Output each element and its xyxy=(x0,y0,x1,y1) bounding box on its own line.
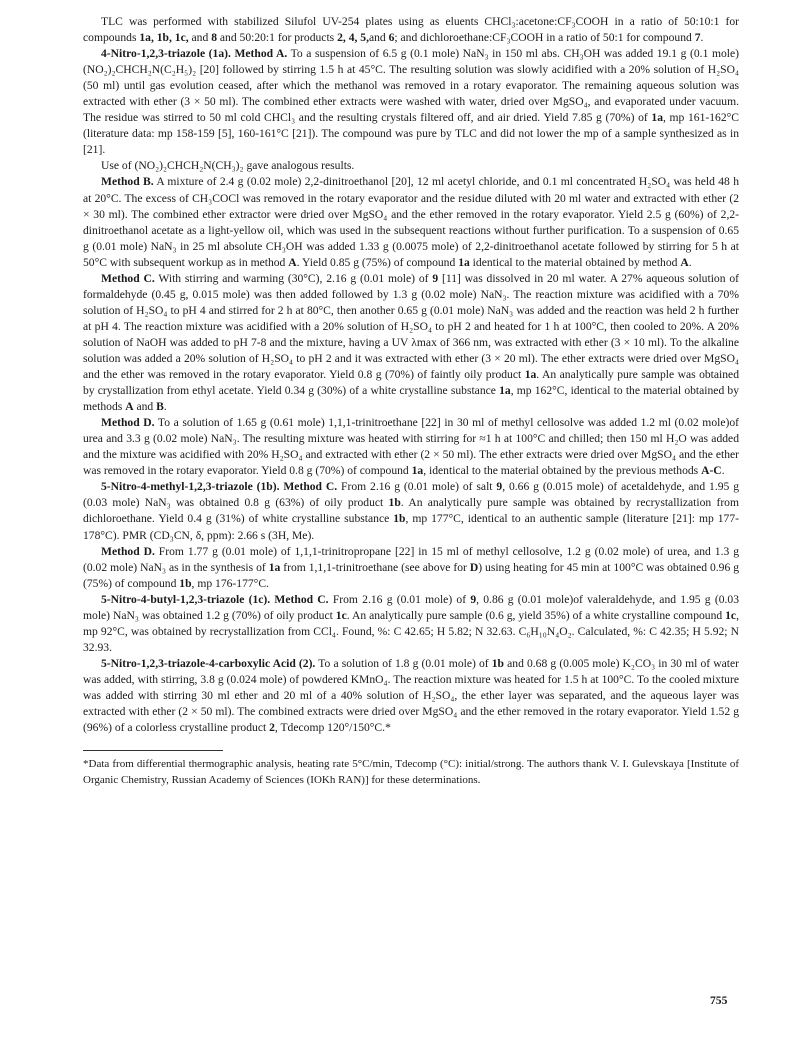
bold-run: 1c xyxy=(725,608,737,622)
text-run: . An analytically pure sample was obtained by recrystallization from dichloroethane. Yield 0.4 g (31%) of white crystalline substance xyxy=(83,496,740,526)
text-run: , mp 161-162°C (literature data: mp 158-159 [5], 160-161°C [21]). The compound was pure by TLC and did not lower the mp of a sample synthesized as in [21]. xyxy=(83,111,739,157)
document-body xyxy=(83,14,739,788)
bold-run: 5-Nitro-4-methyl-1,2,3-triazole (1b). Method C. xyxy=(101,480,338,494)
footnote-divider xyxy=(83,750,223,751)
bold-run: 2, 4, 5, xyxy=(337,31,369,45)
bold-run: 4-Nitro-1,2,3-triazole (1a). Method A. xyxy=(101,47,288,61)
bold-run: A xyxy=(125,400,134,414)
bold-run: Method C. xyxy=(101,271,155,285)
bold-run: A xyxy=(288,255,297,269)
paragraph xyxy=(83,544,739,592)
text-run: [11] was dissolved in 20 ml water. A 27% aqueous solution of formaldehyde (0.45 g, 0.015 mole) was then added followed by 1.3 g (0.02 mole) NaN₃. The reaction mixture was acidified with a 70% solution of H₂SO₄ to pH 4 and stirred for 2 h at 80°C, then another 0.65 g (0.01 mole) NaN₃ was added and the reaction was held 2 h further at pH 4. The reaction mixture was acidified with a 20% solution of H₂SO₄ to pH 2 and heated for 1 h at 100°C, then cooled to 20%. A 20% solution of NaOH was added to pH 7-8 and the mixture, having a UV λmax of 366 nm, was extracted with ether (3 × 10 ml). To the alkaline solution was added a 20% solution of H₂SO₄ to pH 2 and it was extracted with ether (3 × 20 ml). The ether extracts were dried over MgSO₄ and the ether was removed in the rotary evaporator. Yield 0.8 g (70%) of faintly oily product xyxy=(83,271,740,382)
bold-run: 1a xyxy=(458,255,470,269)
text-run: . xyxy=(700,31,704,45)
paragraph xyxy=(83,592,739,656)
bold-run: 9 xyxy=(470,592,477,606)
bold-run: 1b xyxy=(491,656,504,670)
text-run: from 1,1,1-trinitroethane (see above for xyxy=(280,560,470,574)
bold-run: 5-Nitro-4-butyl-1,2,3-triazole (1c). Method C. xyxy=(101,592,329,606)
text-run: ) using heating for 45 min at 100°C was obtained 0.96 g (75%) of compound xyxy=(83,560,740,590)
bold-run: 1b xyxy=(393,512,406,526)
paragraph xyxy=(83,656,739,736)
paragraph xyxy=(83,174,739,270)
bold-run: A xyxy=(680,255,689,269)
text-run: , mp 176-177°C. xyxy=(191,576,269,590)
paragraph xyxy=(83,271,739,415)
bold-run: D xyxy=(469,560,479,574)
text-run: , mp 92°C, was obtained by recrystallization from CCl₄. Found, %: C 42.65; H 5.82; N 32.63. C₆H₁₀N₄O₂. Calculated, %: C 42.35; H 5.92; N 32.93. xyxy=(83,608,739,654)
text-run: and 0.68 g (0.005 mole) K₂CO₃ in 30 ml of water was added, with stirring, 3.8 g (0.024 mole) of powdered KMnO₄. The reaction mixture was heated for 1.5 h at 100°C. To the cooled mixture was added with stirring 30 ml ether and 20 ml of a 40% solution of H₂SO₄, the ether layer was separated, and the aqueous layer was extracted with ether (2 × 50 ml). The combined extracts were dried over MgSO₄ and the ether removed in the rotary evaporator. Yield 1.52 g (96%) of a colorless crystalline product xyxy=(83,656,739,735)
text-run: . xyxy=(163,400,167,414)
bold-run: 1a xyxy=(268,560,281,574)
text-run: With stirring and warming (30°C), 2.16 g (0.01 mole) of xyxy=(154,271,433,285)
paragraph xyxy=(83,479,739,543)
text-run: A mixture of 2.4 g (0.02 mole) 2,2-dinitroethanol [20], 12 ml acetyl chloride, and 0.1 ml concentrated H₂SO₄ was held 48 h at 20°C. The excess of CH₃COCl was removed in the rotary evaporator and the residue diluted with 20 ml water and extracted with ether (2 × 30 ml). The combined ether extractor were dried over MgSO₄ and the ether removed in the rotary evaporator. Yield 2.5 g (60%) of 2,2-dinitroethanol acetate as a light-yellow oil, which was used in the subsequent reactions without further purification. To a suspension of 0.65 g (0.01 mole) NaN₃ in 25 ml absolute CH₃OH was added 1.33 g (0.0075 mole) of 2,2-dinitroethanol acetate followed by stirring for 5 h at 50°C with subsequent workup as in method xyxy=(83,175,739,269)
paragraph xyxy=(83,415,739,479)
bold-run: 7 xyxy=(694,31,701,45)
bold-run: 9 xyxy=(432,271,439,285)
text-run: and xyxy=(133,400,157,414)
text-run: . Yield 0.85 g (75%) of compound xyxy=(296,255,459,269)
text-run: . xyxy=(688,255,692,269)
text-run: , mp 177°C, identical to an authentic sample (literature [21]: mp 177-178°C). PMR (CD₃CN, δ, ppm): 2.66 s (3H, Me). xyxy=(83,512,739,542)
bold-run: 1a xyxy=(499,384,511,398)
text-run: , 0.86 g (0.01 mole)of valeraldehyde, and 1.95 g (0.03 mole) NaN₃ was obtained 1.2 g (70%) of oily product xyxy=(83,592,739,622)
text-run: . An analytically pure sample was obtained by crystallization from ethyl acetate. Yield 0.34 g (30%) of a white crystalline substance xyxy=(83,368,740,398)
bold-run: 1a, 1b, 1c, xyxy=(139,31,189,45)
text-run: identical to the material obtained by method xyxy=(469,255,681,269)
text-run: To a solution of 1.65 g (0.61 mole) 1,1,1-trinitroethane [22] in 30 ml of methyl cellosolve was added 1.2 ml (0.02 mole)of urea and 3.3 g (0.02 mole) NaN₃. The resulting mixture was heated with stirring for ≈1 h at 100°C and chilled; then 150 ml H₂O was added and the mixture was acidified with 20% H₂SO₄ and extracted with ether (2 × 50 ml). The ether extracts were dried over MgSO₄ and the ether was removed in the rotary evaporator. Yield 0.8 g (70%) of compound xyxy=(83,416,739,478)
text-run: To a suspension of 6.5 g (0.1 mole) NaN₃ in 150 ml abs. CH₃OH was added 19.1 g (0.1 mole) (NO₂)₂CHCH₂N(C₂H₅)₂ [20] followed by stirring 1.5 h at 45°C. The resulting solution was slowly acidified with a 20% solution of H₂SO₄ (50 ml) until gas evolution ceased, after which the methanol was removed in a rotary evaporator. The remaining aqueous solution was extracted with ether (3 × 50 ml). The combined ether extracts were washed with water, dried over MgSO₄, and evaporated under vacuum. The residue was stirred to 50 ml cold CHCl₃ and the resulting crystals filtered off, and air dried. Yield 7.85 g (70%) of xyxy=(83,47,739,125)
text-run: , Tdecomp 120°/150°C.* xyxy=(274,721,391,735)
bold-run: 6 xyxy=(388,31,395,45)
text-run: Use of (NO₂)₂CHCH₂N(CH₃)₂ gave analogous results. xyxy=(101,159,355,173)
bold-run: 1b xyxy=(388,496,401,510)
bold-run: 2 xyxy=(269,721,275,735)
bold-run: A-C xyxy=(701,464,722,478)
text-run: From 2.16 g (0.01 mole) of xyxy=(328,592,471,606)
text-run: , identical to the material obtained by the previous methods xyxy=(423,464,702,478)
paragraph xyxy=(83,158,739,174)
text-run: From 1.77 g (0.01 mole) of 1,1,1-trinitropropane [22] in 15 ml of methyl cellosolve, 1.2 g (0.02 mole) of urea, and 1.3 g (0.02 mole) NaN₃ as in the synthesis of xyxy=(83,544,739,574)
bold-run: 1a xyxy=(524,368,537,382)
footnote: *Data from differential thermographic analysis, heating rate 5°C/min, Tdecomp (°C): initial/strong. The authors thank V. I. Gulevskaya [Institute of Organic Chemistry, Russian Academy of Sciences (IOKh RAN)] for these determinations. xyxy=(83,758,739,786)
bold-run: Method D. xyxy=(101,544,155,558)
bold-run: Method B. xyxy=(101,175,154,189)
text-run: , 0.66 g (0.015 mole) of acetaldehyde, and 1.95 g (0.03 mole) NaN₃ was obtained 0.8 g (63%) of oily product xyxy=(83,480,739,510)
bold-run: 9 xyxy=(496,480,503,494)
text-run: . An analytically pure sample (0.6 g, yield 35%) of a white crystalline compound xyxy=(346,608,726,622)
text-run: To a solution of 1.8 g (0.01 mole) of xyxy=(315,656,492,670)
bold-run: 1c xyxy=(335,608,347,622)
bold-run: 1a xyxy=(651,111,663,125)
bold-run: Method D. xyxy=(101,416,155,430)
text-run: , mp 162°C, identical to the material obtained by methods xyxy=(83,384,739,414)
text-run: TLC was performed with stabilized Silufol UV-254 plates using as eluents CHCl₃:acetone:CF₃COOH in a ratio of 50:10:1 for compounds xyxy=(83,15,739,45)
bold-run: B xyxy=(156,400,164,414)
text-run: ; and dichloroethane:CF₃COOH in a ratio of 50:1 for compound xyxy=(394,31,695,45)
bold-run: 8 xyxy=(211,31,217,45)
page-number: 755 xyxy=(710,994,728,1007)
bold-run: 1a xyxy=(411,464,424,478)
bold-run: 1b xyxy=(179,576,192,590)
body-text xyxy=(83,14,739,736)
bold-run: 5-Nitro-1,2,3-triazole-4-carboxylic Acid (2). xyxy=(101,656,316,670)
paragraph xyxy=(83,14,739,46)
text-run: and xyxy=(188,31,212,45)
text-run: and 50:20:1 for products xyxy=(216,31,338,45)
text-run: and xyxy=(368,31,389,45)
text-run: . xyxy=(721,464,725,478)
text-run: From 2.16 g (0.01 mole) of salt xyxy=(337,480,497,494)
paragraph xyxy=(83,46,739,158)
